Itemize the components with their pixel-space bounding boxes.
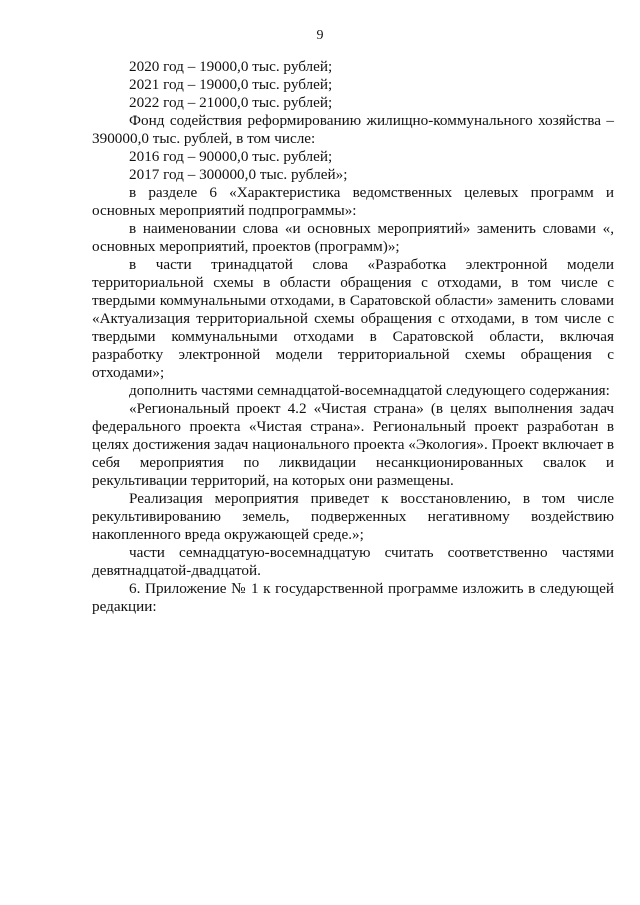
paragraph-fund-2016: 2016 год – 90000,0 тыс. рублей; [129, 148, 333, 165]
paragraph-funding-2022: 2022 год – 21000,0 тыс. рублей; [129, 94, 333, 111]
paragraph-housing-fund: Фонд содействия реформированию жилищно-коммунального хозяйства – 390000,0 тыс. рублей, в том числе: [92, 112, 614, 147]
paragraph-fund-2017: 2017 год – 300000,0 тыс. рублей»; [129, 166, 348, 183]
document-body [92, 58, 614, 616]
page-number: 9 [316, 28, 324, 43]
paragraph-funding-2021: 2021 год – 19000,0 тыс. рублей; [129, 76, 333, 93]
paragraph-funding-2020: 2020 год – 19000,0 тыс. рублей; [129, 58, 333, 75]
paragraph-part-13: в части тринадцатой слова «Разработка электронной модели территориальной схемы в области обращения с отходами, в том числе с твердыми коммунальными отходами, в Саратовской области» заменить словами «Актуализация территориальной схемы обращения с отходами, в том числе с твердыми коммунальными отходами в Саратовской области, включая разработку электронной модели территориальной схемы обращения с отходами»; [92, 256, 614, 381]
paragraph-add-parts: дополнить частями семнадцатой-восемнадцатой следующего содержания: [129, 382, 610, 399]
paragraph-name-replacement: в наименовании слова «и основных мероприятий» заменить словами «, основных мероприятий, проектов (программ)»; [92, 220, 614, 255]
paragraph-section-6: в разделе 6 «Характеристика ведомственных целевых программ и основных мероприятий подпрограммы»: [92, 184, 614, 219]
paragraph-appendix-1: 6. Приложение № 1 к государственной программе изложить в следующей редакции: [92, 580, 614, 615]
paragraph-renumber-parts: части семнадцатую-восемнадцатую считать соответственно частями девятнадцатой-двадцатой. [92, 544, 614, 579]
paragraph-implementation: Реализация мероприятия приведет к восстановлению, в том числе рекультивированию земель, подверженных негативному воздействию накопленного вреда окружающей среде.»; [92, 490, 614, 543]
paragraph-regional-project: «Региональный проект 4.2 «Чистая страна» (в целях выполнения задач федерального проекта «Чистая страна». Региональный проект разработан в целях достижения задач национального проекта «Экология». Проект включает в себя мероприятия по ликвидации несанкционированных свалок и рекультивации территорий, на которых они размещены. [92, 400, 614, 489]
